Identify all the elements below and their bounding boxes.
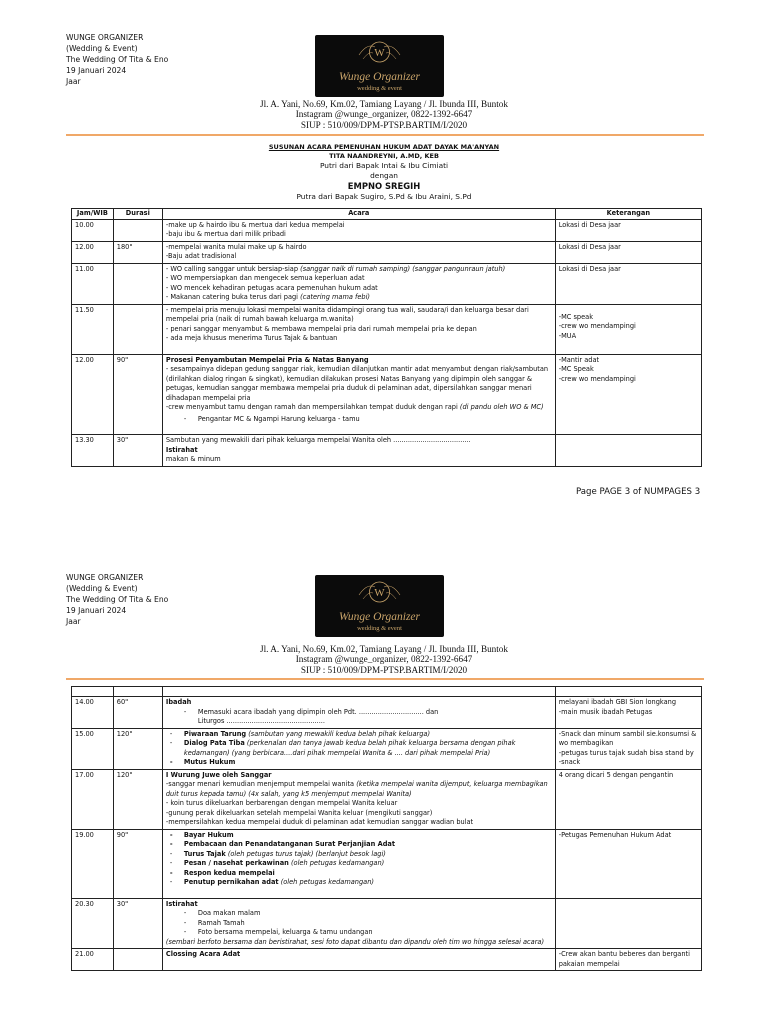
acara-line: - mempelai pria menuju lokasi mempelai wanita didampingi orang tua wali, saudara/i dan keluarga besar dari mempelai pria (naik di rumah bawah keluarga m.wanita) <box>165 305 529 323</box>
ket-line: 4 orang dicari 5 dengan pengantin <box>558 770 674 779</box>
cell-jam: 12.00 <box>72 241 114 263</box>
org-subtitle: (Wedding & Event) <box>66 584 138 593</box>
header-acara: Acara <box>162 209 555 220</box>
document-page-2 <box>0 540 768 1024</box>
cell-jam: 21.00 <box>72 949 114 971</box>
ket-line: melayani ibadah GBI Sion longkang <box>558 698 677 706</box>
acara-text: - WO calling sanggar untuk bersiap-siap <box>165 264 299 273</box>
acara-line: - WO mencek kehadiran petugas acara pemenuhan hukum adat <box>165 283 378 292</box>
cell-keterangan <box>555 697 701 729</box>
cell-acara <box>162 898 555 949</box>
cell-acara <box>162 219 555 241</box>
cell-jam: 11.50 <box>72 304 114 354</box>
acara-line: - penari sanggar menyambut & membawa mempelai pria dari rumah mempelai pria ke depan <box>165 324 477 333</box>
cell-jam: 14.00 <box>72 697 114 729</box>
acara-line: -gunung perak dikeluarkan setelah mempelai Wanita keluar (mengikuti sanggar) <box>165 808 433 817</box>
table-row <box>72 354 702 435</box>
cell-acara <box>162 829 555 898</box>
acara-title: Istirahat <box>165 899 198 908</box>
acara-line <box>166 780 552 799</box>
address-line: Jl. A. Yani, No.69, Km.02, Tamiang Layang / Jl. Ibunda III, Buntok <box>260 644 508 654</box>
event-place: Jaar <box>66 77 81 86</box>
event-heading <box>0 143 768 202</box>
siup-line: SIUP : 510/009/DPM-PTSP.BARTIM/I/2020 <box>300 119 468 130</box>
table-row <box>72 898 702 949</box>
acara-bullet: - Bayar Hukum <box>166 831 552 841</box>
table-row <box>72 435 702 467</box>
acara-line <box>166 265 552 275</box>
schedule-table-page-2 <box>71 686 702 971</box>
table-row <box>72 263 702 304</box>
acara-title: I Wurung Juwe oleh Sanggar <box>165 770 272 779</box>
acara-title: Istirahat <box>165 445 198 454</box>
table-row <box>72 304 702 354</box>
cell-acara <box>162 697 555 729</box>
ket-line: -MC Speak <box>558 365 594 373</box>
acara-text: -sanggar menari kemudian menjemput mempelai wanita <box>165 780 355 788</box>
cell-keterangan <box>555 263 701 304</box>
groom-parents: Putra dari Bapak Sugiro, S.Pd & Ibu Araini, S.Pd <box>296 192 472 201</box>
schedule-table-page-1 <box>71 208 702 467</box>
cell-jam: 13.30 <box>72 435 114 467</box>
wunge-logo <box>315 35 444 97</box>
header-jam: Jam/WIB <box>72 209 114 220</box>
organizer-block <box>66 32 168 87</box>
cell-acara <box>162 769 555 829</box>
header-durasi: Durasi <box>113 209 162 220</box>
logo-tagline: wedding & event <box>357 625 402 632</box>
schedule-title: SUSUNAN ACARA PEMENUHAN HUKUM ADAT DAYAK MA'ANYAN <box>268 143 500 151</box>
acara-note: (sanggar naik di rumah samping) (sanggar pangunraun jatuh) <box>300 264 506 273</box>
acara-line: Sambutan yang mewakili dari pihak keluarga mempelai Wanita oleh ..................................... <box>165 436 471 444</box>
acara-line <box>166 403 552 413</box>
table-row <box>72 949 702 971</box>
cell-keterangan <box>555 304 701 354</box>
acara-note: (di pandu oleh WO & MC) <box>459 403 544 411</box>
logo-monogram: W <box>374 47 385 59</box>
acara-line: -mempersilahkan kedua mempelai duduk di pelaminan adat kemudian sanggar wadian bulat <box>165 818 474 826</box>
address-block <box>0 99 768 130</box>
cell-keterangan <box>555 435 701 467</box>
table-row <box>72 829 702 898</box>
acara-bullet: - Pembacaan dan Penandatanganan Surat Perjanjian Adat <box>166 840 552 850</box>
ket-line: -snack <box>558 758 581 766</box>
wunge-logo <box>315 575 444 637</box>
bride-name: TITA NAANDREYNI, A.MD, KEB <box>329 152 439 160</box>
cell-acara <box>162 728 555 769</box>
cell-jam: 12.00 <box>72 354 114 435</box>
cell-keterangan <box>555 241 701 263</box>
ket-line: Lokasi di Desa jaar <box>558 242 621 251</box>
acara-note: (catering mama febi) <box>300 293 371 301</box>
cell-acara <box>162 435 555 467</box>
ket-line: -Mantir adat <box>558 355 600 364</box>
address-block <box>0 644 768 675</box>
acara-bullet: - Mutus Hukum <box>166 758 552 768</box>
logo-name: Wunge Organizer <box>338 611 421 623</box>
acara-bullet: - Respon kedua mempelai <box>166 869 552 879</box>
event-place: Jaar <box>66 617 81 626</box>
acara-line: -mempelai wanita mulai make up & hairdo <box>165 242 307 251</box>
event-date: 19 Januari 2024 <box>66 606 127 615</box>
header-divider <box>66 134 704 136</box>
ket-line: -Crew akan bantu beberes dan berganti pakaian mempelai <box>558 950 690 968</box>
acara-note: (oleh petugas kedamangan) <box>280 878 374 886</box>
ket-line: -Snack dan minum sambil sie.konsumsi & wo membagikan <box>558 729 697 747</box>
acara-bullet: - Foto bersama mempelai, keluarga & tamu undangan <box>166 928 552 938</box>
cell-jam: 17.00 <box>72 769 114 829</box>
acara-line: - koin turus dikeluarkan berbarengan dengan mempelai Wanita keluar <box>165 799 398 807</box>
table-row <box>72 241 702 263</box>
cell-durasi: 120" <box>113 728 162 769</box>
acara-note: (oleh petugas kedamangan) <box>290 859 385 867</box>
event-date: 19 Januari 2024 <box>66 66 127 75</box>
org-subtitle: (Wedding & Event) <box>66 44 138 53</box>
acara-title: Dialog Pata Tiba <box>183 739 245 747</box>
cell-acara <box>162 354 555 435</box>
acara-line: Liturgos ............................................... <box>197 717 326 725</box>
header-keterangan: Keterangan <box>555 209 701 220</box>
ket-line: -main musik ibadah Petugas <box>558 707 653 716</box>
acara-line: - ada meja khusus menerima Turus Tajak & bantuan <box>165 334 338 342</box>
cell-keterangan <box>555 728 701 769</box>
cell-durasi <box>113 949 162 971</box>
groom-name: EMPNO SREGIH <box>347 181 421 191</box>
cell-durasi: 60" <box>113 697 162 729</box>
cell-keterangan <box>555 219 701 241</box>
cell-durasi: 90" <box>113 829 162 898</box>
cell-acara <box>162 263 555 304</box>
acara-title: Clossing Acara Adat <box>165 950 241 958</box>
acara-title: Pesan / nasehat perkawinan <box>183 859 289 867</box>
acara-note: (sembari berfoto bersama dan beristirahat, sesi foto dapat dibantu dan dipandu oleh tim wo hingga selesai acara) <box>165 937 545 946</box>
ket-line: -petugas turus tajak sudah bisa stand by <box>558 748 694 757</box>
acara-line: -baju ibu & mertua dari milik pribadi <box>165 230 286 238</box>
cell-acara <box>162 241 555 263</box>
ket-line: Lokasi di Desa jaar <box>558 264 621 273</box>
ket-line: -Petugas Pemenuhan Hukum Adat <box>558 830 672 839</box>
cell-durasi <box>113 219 162 241</box>
cell-keterangan <box>555 949 701 971</box>
acara-note: (sambutan yang mewakili kedua belah pihak keluarga) <box>248 729 431 738</box>
acara-title: Turus Tajak <box>183 849 226 858</box>
acara-bullet <box>166 739 552 758</box>
org-name: WUNGE ORGANIZER <box>66 33 144 42</box>
cell-keterangan <box>555 354 701 435</box>
organizer-block <box>66 572 168 627</box>
ket-line: -MUA <box>558 331 577 340</box>
instagram-line: Instagram @wunge_organizer, 0822-1392-6647 <box>295 109 473 120</box>
acara-line <box>166 293 552 303</box>
cell-durasi: 180" <box>113 241 162 263</box>
acara-note: (ketika mempelai wanita dijemput, keluarga membagikan duit turus kepada tamu) (4x salah, yang k5 menjemput mempelai Wanita) <box>165 780 548 798</box>
acara-note: (oleh petugas turus tajak) (berlanjut besok lagi) <box>227 849 386 858</box>
acara-title: Prosesi Penyambutan Mempelai Pria & Natas Banyang <box>165 355 369 364</box>
cell-acara <box>162 949 555 971</box>
cell-acara <box>162 304 555 354</box>
ket-line: -crew wo mendampingi <box>558 322 636 330</box>
table-row <box>72 697 702 729</box>
logo-name: Wunge Organizer <box>338 71 421 83</box>
logo-monogram: W <box>374 587 385 599</box>
acara-bullet <box>166 850 552 860</box>
bride-parents: Putri dari Bapak Intai & Ibu Cimiati <box>319 161 449 170</box>
acara-bullet: - Memasuki acara ibadah yang dipimpin oleh Pdt. ............................... dan <box>166 708 552 718</box>
cell-jam: 20.30 <box>72 898 114 949</box>
cell-durasi: 30" <box>113 435 162 467</box>
cell-jam: 19.00 <box>72 829 114 898</box>
cell-durasi: 30" <box>113 898 162 949</box>
acara-note: (perkenalan dan tanya jawab kedua belah pihak keluarga bersama dengan pihak kedamangan) (yang berbicara....dari pihak mempelai Wanita & .... dari pihak mempelai Pria) <box>183 739 516 757</box>
event-name: The Wedding Of Tita & Eno <box>66 595 169 604</box>
cell-keterangan <box>555 898 701 949</box>
acara-text: - Makanan catering buka terus dari pagi <box>165 293 299 301</box>
logo-tagline: wedding & event <box>357 85 402 92</box>
acara-line: - WO mempersiapkan dan mengecek semua keperluan adat <box>165 274 365 282</box>
event-name: The Wedding Of Tita & Eno <box>66 55 169 64</box>
acara-line: - sesampainya didepan gedung sanggar riak, kemudian dilanjutkan mantir adat menyambut dengan riak/sambutan (dirilahkan dialog ringan & singkat), kemudian dilakukan prosesi Natas Banyang yang dipimpin oleh sanggar & petugas, kemudian sanggar membawa mempelai pria duduk di pelaminan adat, dipersilahkan sanggar menari dihadapan mempelai pria <box>165 365 549 402</box>
table-row <box>72 728 702 769</box>
cell-durasi: 120" <box>113 769 162 829</box>
cell-jam: 11.00 <box>72 263 114 304</box>
ket-line: Lokasi di Desa jaar <box>558 220 621 229</box>
acara-bullet: - Ramah Tamah <box>166 919 552 929</box>
acara-line: -make up & hairdo ibu & mertua dari kedua mempelai <box>165 220 345 229</box>
header-divider <box>66 678 704 680</box>
acara-title: Ibadah <box>165 698 192 706</box>
cell-keterangan <box>555 769 701 829</box>
table-empty-row <box>72 687 702 697</box>
acara-line: -Baju adat tradisional <box>165 252 237 260</box>
cell-jam: 15.00 <box>72 728 114 769</box>
acara-bullet: - Doa makan malam <box>166 909 552 919</box>
acara-bullet <box>166 730 552 740</box>
cell-keterangan <box>555 829 701 898</box>
table-row <box>72 769 702 829</box>
acara-bullet <box>166 878 552 888</box>
acara-bullet: - Pengantar MC & Ngampi Harung keluarga - tamu <box>166 415 552 425</box>
cell-durasi <box>113 263 162 304</box>
acara-bullet <box>166 859 552 869</box>
org-name: WUNGE ORGANIZER <box>66 573 144 582</box>
table-row <box>72 219 702 241</box>
table-header-row <box>72 209 702 220</box>
instagram-line: Instagram @wunge_organizer, 0822-1392-6647 <box>295 654 473 665</box>
acara-line: makan & minum <box>165 455 221 463</box>
ket-line: -MC speak <box>558 312 594 321</box>
acara-text: -crew menyambut tamu dengan ramah dan mempersilahkan tempat duduk dengan rapi <box>165 403 458 411</box>
cell-durasi: 90" <box>113 354 162 435</box>
connector-text: dengan <box>370 171 398 180</box>
ket-line: -crew wo mendampingi <box>558 374 636 383</box>
cell-durasi <box>113 304 162 354</box>
page-number-footer: Page PAGE 3 of NUMPAGES 3 <box>576 487 701 497</box>
siup-line: SIUP : 510/009/DPM-PTSP.BARTIM/I/2020 <box>300 664 468 675</box>
address-line: Jl. A. Yani, No.69, Km.02, Tamiang Layang / Jl. Ibunda III, Buntok <box>260 99 508 109</box>
cell-jam: 10.00 <box>72 219 114 241</box>
acara-title: Piwaraan Tarung <box>183 729 247 738</box>
acara-title: Penutup pernikahan adat <box>183 878 279 886</box>
